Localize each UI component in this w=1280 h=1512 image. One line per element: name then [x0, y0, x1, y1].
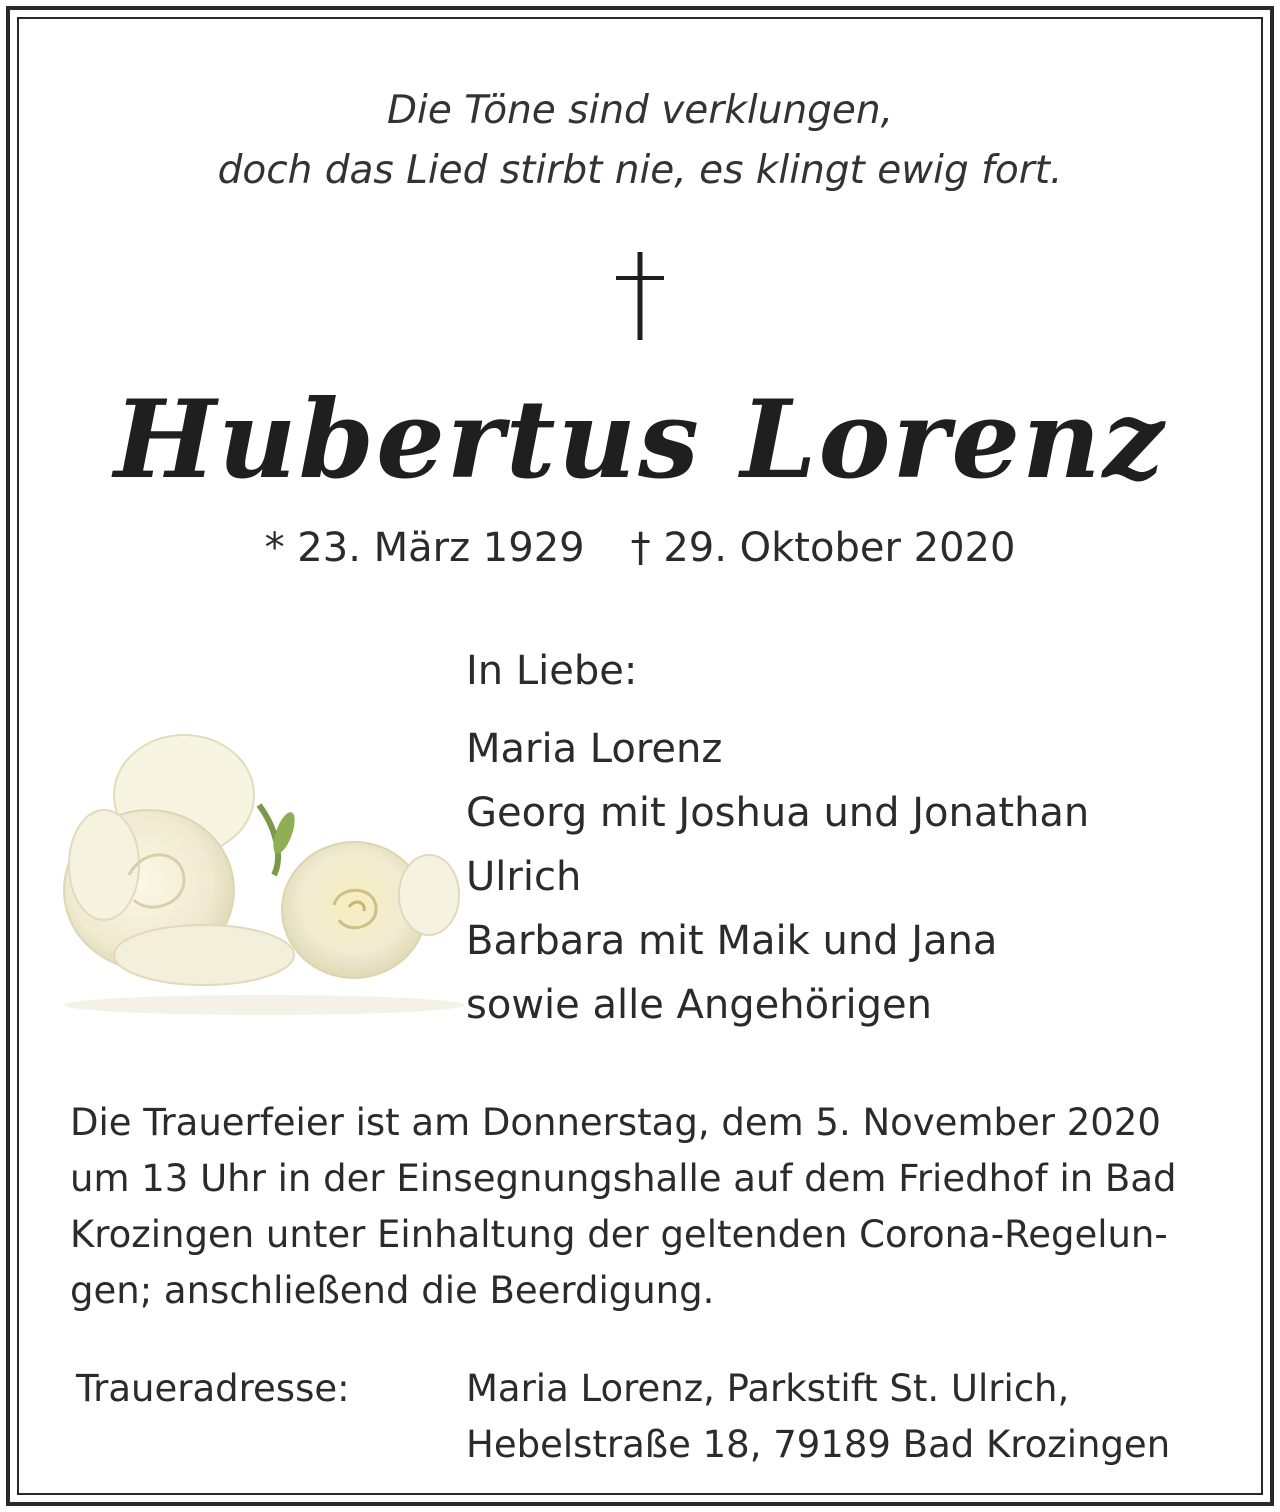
motto-line-2: doch das Lied stirbt nie, es klingt ewig fort.	[217, 148, 1063, 193]
family-member: Ulrich	[466, 854, 582, 900]
motto-line-1: Die Töne sind verklungen,	[386, 88, 894, 133]
address-line-1: Maria Lorenz, Parkstift St. Ulrich,	[466, 1367, 1070, 1410]
latin-cross-icon	[612, 252, 668, 340]
white-roses-image	[34, 715, 464, 1020]
address-label: Traueradresse:	[76, 1367, 350, 1410]
ceremony-line-2: um 13 Uhr in der Einsegnungshalle auf dem Friedhof in Bad	[70, 1157, 1177, 1200]
birth-date: * 23. März 1929	[264, 525, 585, 571]
family-member: sowie alle Angehörigen	[466, 982, 932, 1028]
ceremony-line-1: Die Trauerfeier ist am Donnerstag, dem 5. November 2020	[70, 1101, 1161, 1144]
deceased-name: Hubertus Lorenz	[114, 377, 1166, 503]
life-dates	[0, 520, 1280, 576]
death-date: † 29. Oktober 2020	[630, 525, 1016, 571]
ceremony-line-4: gen; anschließend die Beerdigung.	[70, 1269, 715, 1312]
family-member: Barbara mit Maik und Jana	[466, 918, 998, 964]
ceremony-line-3: Krozingen unter Einhaltung der geltenden Corona-Regelun-	[70, 1213, 1168, 1256]
family-heading: In Liebe:	[466, 648, 638, 694]
family-member: Georg mit Joshua und Jonathan	[466, 790, 1090, 836]
family-member: Maria Lorenz	[466, 726, 723, 772]
address-line-2: Hebelstraße 18, 79189 Bad Krozingen	[466, 1423, 1171, 1466]
